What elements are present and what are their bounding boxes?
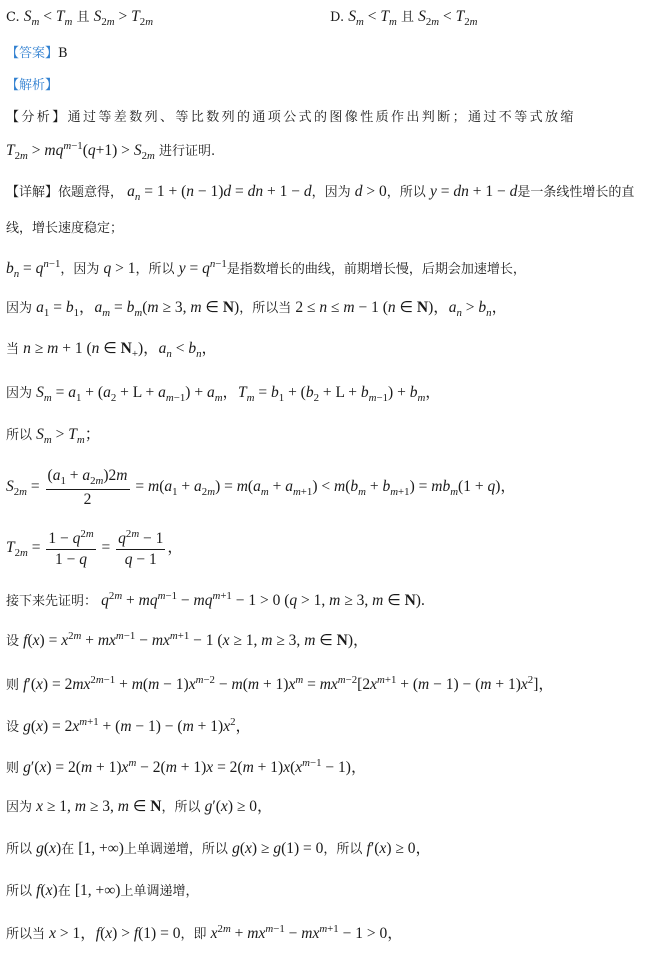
detail-line-9: 设 $f(x) = x^{2m} + mx^{m-1} - mx^{m+1} - 1$ (x ≥ 1, m ≥ 3, m ∈ N)， [6, 630, 369, 650]
detail-line-6: 因为 $S_m = a_1 + (a_2 + L + a_{m-1}) + a_m$，$T_m = b_1 + (b_2 + L + b_{m-1}) + b_m$， [6, 384, 441, 405]
analysis-tag: 【解析】 [6, 78, 59, 93]
detail-line-2: 线，增长速度稳定； [6, 221, 124, 236]
detail-line-15: 所以 f(x)在 [1, +∞)上单调递增， [6, 882, 199, 899]
detail-line-4: 因为 $a_1 = b_1$，$a_m = b_m(m \ge 3$, m ∈ N)，所以当 2 ≤ n ≤ m − 1 (n ∈ N)，$a_n > b_n$， [6, 299, 508, 320]
detail-line-14: 所以 g(x)在 [1, +∞)上单调递增，所以 g(x) ≥ g(1) = 0，所以 f′(x) ≥ 0， [6, 840, 431, 857]
option-d-label: D. [330, 10, 345, 25]
option-c-label: C. [6, 10, 20, 25]
detail-line-7: 所以 $S_m > T_m$； [6, 426, 101, 447]
fenxi-line-2: $T_{2m} > mq^{m-1}(q+1) > S_{2m}$ 进行证明. [6, 140, 216, 163]
formula-s2m: $S_{2m}$ = $\frac{(a_1 + a_{2m})2m}{2}$ = $m(a_1 + a_{2m}) = m(a_m + a_{m+1}) < m(b_m + b_{m+1}) = mb_m(1 + q)$， [6, 467, 516, 508]
option-d: D. $S_m < T_m$ 且 $S_{2m} < T_{2m}$ [330, 8, 478, 29]
detail-line-11: 设 $g(x) = 2x^{m+1} + (m - 1) - (m + 1)x^2$， [6, 716, 252, 736]
option-c: C. $S_m < T_m$ 且 $S_{2m} > T_{2m}$ [6, 8, 154, 29]
answer-line [6, 46, 68, 62]
detail-line-8: 接下来先证明： $q^{2m} + mq^{m-1} - mq^{m+1} - 1 > 0$ (q > 1, m ≥ 3, m ∈ N). [6, 590, 425, 610]
fenxi-line-1: 【分析】通过等差数列、等比数列的通项公式的图像性质作出判断；通过不等式放缩 [6, 110, 576, 125]
detail-line-13: 因为 x ≥ 1, m ≥ 3, m ∈ N，所以 g′(x) ≥ 0， [6, 798, 273, 815]
detail-line-3: $b_n = q^{n-1}$，因为 q > 1，所以 $y = q^{n-1}$是指数增长的曲线，前期增长慢，后期会加速增长， [6, 258, 526, 281]
answer-value: B [58, 46, 68, 61]
detail-line-1: 【详解】依题意得， $a_n = 1 + (n - 1)d$ = dn + 1 − d，因为 d > 0，所以 y = dn + 1 − d是一条线性增长的直 [6, 183, 635, 204]
detail-line-12: 则 $g'(x) = 2(m + 1)x^m - 2(m + 1)x = 2(m + 1)x(x^{m-1} - 1)$， [6, 757, 367, 777]
detail-line-10: 则 $f'(x) = 2mx^{2m-1} + m(m - 1)x^{m-2} - m(m + 1)x^m = mx^{m-2}[2x^{m+1} + (m - 1) - (m + 1)x^2]$， [6, 674, 554, 694]
detail-line-5: 当 n ≥ m + 1 (n ∈ $N_+$)，$a_n < b_n$， [6, 340, 218, 361]
formula-t2m: $T_{2m}$ = $\frac{1 - q^{2m}}{1 - q}$ = $\frac{q^{2m} - 1}{q - 1}$ ， [6, 528, 183, 568]
answer-tag: 【答案】 [6, 46, 59, 61]
detail-line-16: 所以当 x > 1，f(x) > f(1) = 0，即 $x^{2m} + mx^{m-1} - mx^{m+1} - 1 > 0$， [6, 923, 403, 943]
